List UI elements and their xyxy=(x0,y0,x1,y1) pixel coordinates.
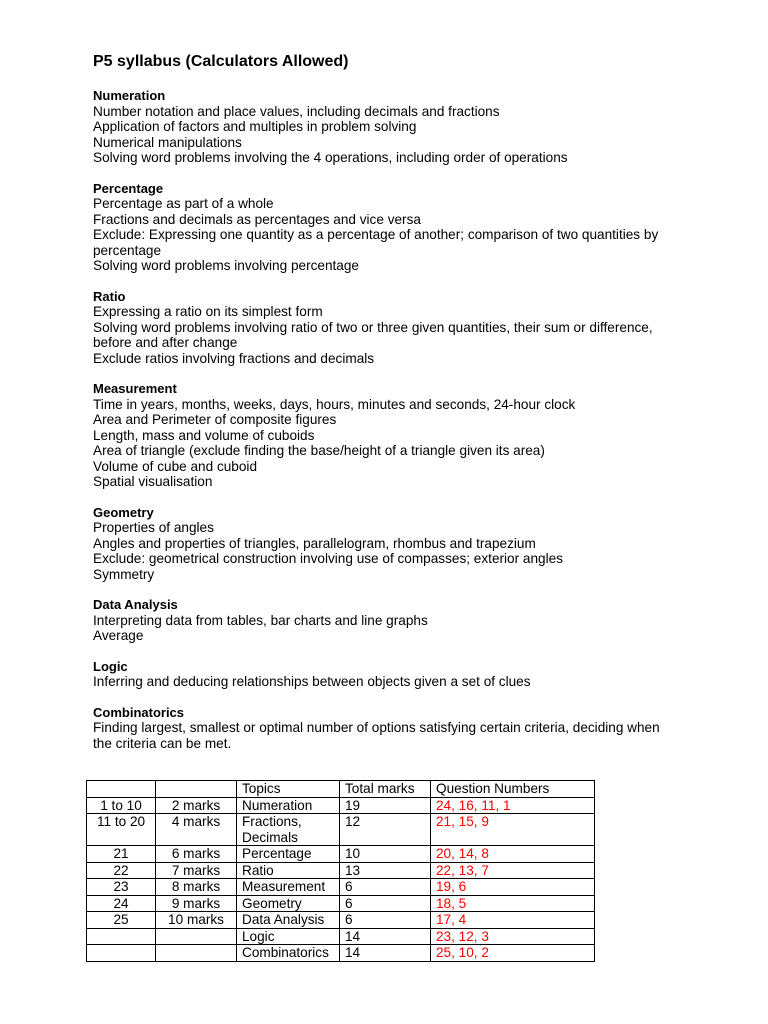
marks-cell xyxy=(156,928,237,945)
marks-cell: 7 marks xyxy=(156,862,237,879)
syllabus-line: Properties of angles xyxy=(93,520,214,535)
table-header-row xyxy=(87,781,595,798)
syllabus-line: Time in years, months, weeks, days, hours, minutes and seconds, 24-hour clock xyxy=(93,396,576,412)
syllabus-line: Area of triangle (exclude finding the base/height of a triangle given its area) xyxy=(93,443,545,458)
section-heading: Combinatorics xyxy=(93,704,185,720)
table-row xyxy=(87,814,595,846)
marks-cell: 2 marks xyxy=(156,797,237,814)
section-geometry xyxy=(93,505,693,583)
question-numbers-cell: 18, 5 xyxy=(431,895,595,912)
topic-cell: Logic xyxy=(237,928,340,945)
total-marks-cell: 14 xyxy=(340,928,431,945)
question-numbers-cell: 21, 15, 9 xyxy=(431,814,595,846)
topic-cell: Combinatorics xyxy=(237,945,340,962)
syllabus-line: Finding largest, smallest or optimal number of options satisfying certain criteria, deciding when xyxy=(93,720,660,735)
question-range-cell: 24 xyxy=(87,895,156,912)
syllabus-line: Exclude: Expressing one quantity as a percentage of another; comparison of two quantities by xyxy=(93,227,659,242)
syllabus-line: percentage xyxy=(93,242,162,258)
syllabus-line: Solving word problems involving the 4 operations, including order of operations xyxy=(93,150,568,165)
topic-cell: Fractions, Decimals xyxy=(237,814,340,846)
total-marks-cell: 13 xyxy=(340,862,431,879)
syllabus-line: Exclude ratios involving fractions and decimals xyxy=(93,350,375,366)
section-heading: Ratio xyxy=(93,288,126,304)
total-marks-cell: 10 xyxy=(340,846,431,863)
question-range-cell: 21 xyxy=(87,846,156,863)
question-range-cell: 1 to 10 xyxy=(87,797,156,814)
total-marks-cell: 19 xyxy=(340,797,431,814)
table-row xyxy=(87,879,595,896)
table-row xyxy=(87,945,595,962)
question-numbers-cell: 22, 13, 7 xyxy=(431,862,595,879)
syllabus-line: Percentage as part of a whole xyxy=(93,196,274,211)
table-header-cell xyxy=(87,781,156,798)
table-header-cell: Topics xyxy=(237,781,340,798)
topic-cell: Geometry xyxy=(237,895,340,912)
topic-cell: Ratio xyxy=(237,862,340,879)
question-range-cell: 22 xyxy=(87,862,156,879)
syllabus-line: Solving word problems involving ratio of two or three given quantities, their sum or difference, xyxy=(93,319,653,335)
section-measurement xyxy=(93,381,693,490)
syllabus-line: Expressing a ratio on its simplest form xyxy=(93,304,323,319)
syllabus-line: before and after change xyxy=(93,335,238,350)
table-row xyxy=(87,862,595,879)
syllabus-line: Spatial visualisation xyxy=(93,474,213,489)
topic-cell: Data Analysis xyxy=(237,912,340,929)
syllabus-line: Fractions and decimals as percentages and vice versa xyxy=(93,211,421,227)
question-numbers-cell: 17, 4 xyxy=(431,912,595,929)
question-range-cell: 11 to 20 xyxy=(87,814,156,846)
marks-cell: 8 marks xyxy=(156,879,237,896)
marks-cell: 6 marks xyxy=(156,846,237,863)
question-numbers-cell: 24, 16, 11, 1 xyxy=(431,797,595,814)
question-numbers-cell: 23, 12, 3 xyxy=(431,928,595,945)
marks-cell: 9 marks xyxy=(156,895,237,912)
question-numbers-cell: 20, 14, 8 xyxy=(431,846,595,863)
section-ratio xyxy=(93,289,693,367)
table-row xyxy=(87,846,595,863)
section-data-analysis xyxy=(93,597,693,644)
table-header-cell: Total marks xyxy=(340,781,431,798)
syllabus-line: Interpreting data from tables, bar charts and line graphs xyxy=(93,612,428,628)
syllabus-line: Numerical manipulations xyxy=(93,134,242,150)
marks-table xyxy=(86,780,595,962)
section-heading: Data Analysis xyxy=(93,597,178,612)
syllabus-line: Solving word problems involving percentage xyxy=(93,258,359,273)
syllabus-line: Length, mass and volume of cuboids xyxy=(93,427,315,443)
section-heading: Numeration xyxy=(93,88,166,103)
syllabus-line: Exclude: geometrical construction involving use of compasses; exterior angles xyxy=(93,551,563,566)
question-range-cell: 23 xyxy=(87,879,156,896)
question-numbers-cell: 25, 10, 2 xyxy=(431,945,595,962)
marks-cell: 10 marks xyxy=(156,912,237,929)
section-heading: Logic xyxy=(93,658,128,674)
table-header-cell: Question Numbers xyxy=(431,781,595,798)
question-range-cell: 25 xyxy=(87,912,156,929)
syllabus-line: Volume of cube and cuboid xyxy=(93,458,258,474)
syllabus-line: the criteria can be met. xyxy=(93,735,232,751)
total-marks-cell: 6 xyxy=(340,912,431,929)
section-logic xyxy=(93,659,693,690)
syllabus-line: Number notation and place values, including decimals and fractions xyxy=(93,103,500,119)
topic-cell: Percentage xyxy=(237,846,340,863)
section-numeration xyxy=(93,88,693,166)
table-row xyxy=(87,912,595,929)
total-marks-cell: 6 xyxy=(340,895,431,912)
syllabus-line: Average xyxy=(93,628,144,643)
table-header-cell xyxy=(156,781,237,798)
question-range-cell xyxy=(87,945,156,962)
section-combinatorics xyxy=(93,705,693,752)
question-range-cell xyxy=(87,928,156,945)
total-marks-cell: 6 xyxy=(340,879,431,896)
syllabus-line: Symmetry xyxy=(93,566,155,582)
section-percentage xyxy=(93,181,693,274)
syllabus-line: Inferring and deducing relationships between objects given a set of clues xyxy=(93,674,531,689)
table-row xyxy=(87,895,595,912)
topic-cell: Numeration xyxy=(237,797,340,814)
marks-cell: 4 marks xyxy=(156,814,237,846)
syllabus-sections xyxy=(93,88,693,751)
syllabus-line: Angles and properties of triangles, parallelogram, rhombus and trapezium xyxy=(93,535,536,551)
section-heading: Measurement xyxy=(93,381,177,396)
total-marks-cell: 12 xyxy=(340,814,431,846)
marks-cell xyxy=(156,945,237,962)
syllabus-line: Area and Perimeter of composite figures xyxy=(93,412,337,427)
question-numbers-cell: 19, 6 xyxy=(431,879,595,896)
section-heading: Percentage xyxy=(93,180,164,196)
table-row xyxy=(87,928,595,945)
table-row xyxy=(87,797,595,814)
syllabus-page xyxy=(93,52,693,766)
total-marks-cell: 14 xyxy=(340,945,431,962)
section-heading: Geometry xyxy=(93,504,154,520)
syllabus-line: Application of factors and multiples in problem solving xyxy=(93,119,417,134)
topic-cell: Measurement xyxy=(237,879,340,896)
page-title: P5 syllabus (Calculators Allowed) xyxy=(93,53,349,70)
